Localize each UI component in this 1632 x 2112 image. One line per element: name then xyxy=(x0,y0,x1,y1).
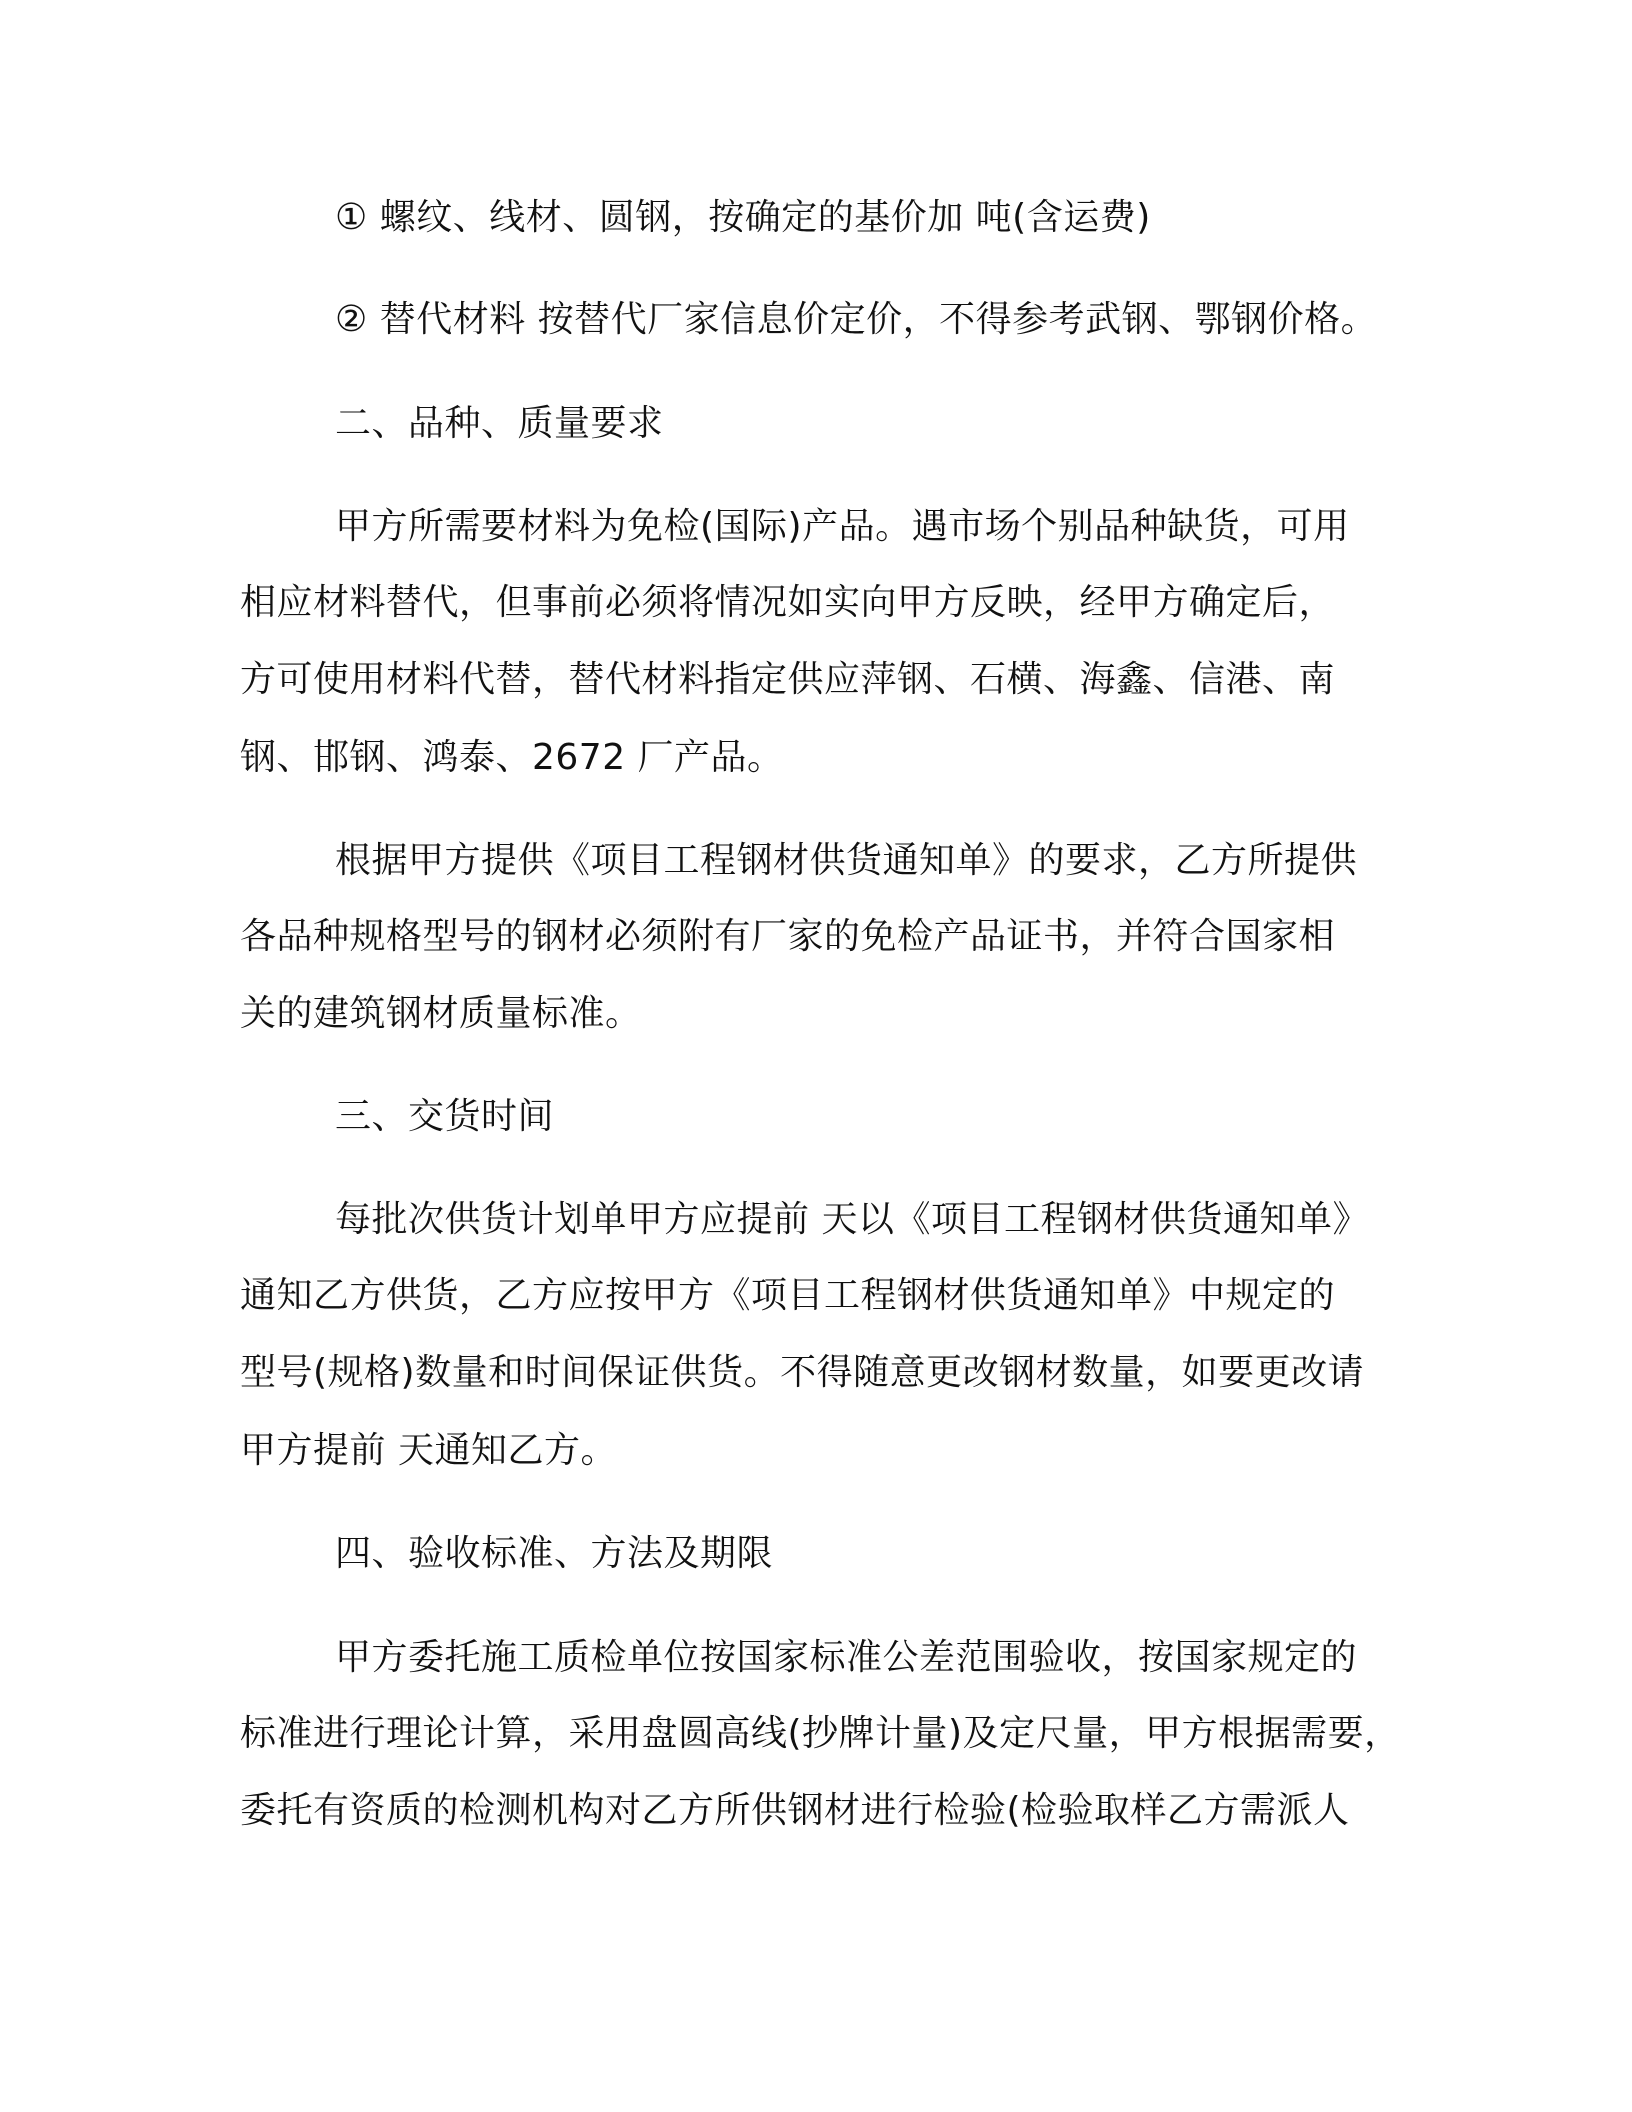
paragraph-line: 每批次供货计划单甲方应提前 天以《项目工程钢材供货通知单》 xyxy=(335,1199,1369,1240)
paragraph-line: 甲方委托施工质检单位按国家标准公差范围验收，按国家规定的 xyxy=(335,1637,1358,1678)
list-item-2: ② 替代材料 按替代厂家信息价定价，不得参考武钢、鄂钢价格。 xyxy=(335,299,1378,340)
section-heading-4: 四、验收标准、方法及期限 xyxy=(335,1533,774,1574)
paragraph-line: 钢、邯钢、鸿泰、2672 厂产品。 xyxy=(240,737,784,778)
paragraph-line: 通知乙方供货，乙方应按甲方《项目工程钢材供货通知单》中规定的 xyxy=(240,1275,1336,1316)
paragraph-line: 各品种规格型号的钢材必须附有厂家的免检产品证书，并符合国家相 xyxy=(240,916,1336,957)
paragraph-line: 根据甲方提供《项目工程钢材供货通知单》的要求，乙方所提供 xyxy=(335,840,1358,881)
section-heading-3: 三、交货时间 xyxy=(335,1096,555,1137)
paragraph-line: 相应材料替代，但事前必须将情况如实向甲方反映，经甲方确定后， xyxy=(240,582,1336,623)
paragraph-line: 甲方提前 天通知乙方。 xyxy=(240,1430,617,1471)
list-item-1: ① 螺纹、线材、圆钢，按确定的基价加 吨(含运费) xyxy=(335,197,1151,238)
paragraph-line: 甲方所需要材料为免检(国际)产品。遇市场个别品种缺货，可用 xyxy=(335,506,1350,547)
paragraph-line: 型号(规格)数量和时间保证供货。不得随意更改钢材数量，如要更改请 xyxy=(240,1352,1365,1393)
paragraph-line: 关的建筑钢材质量标准。 xyxy=(240,993,642,1034)
paragraph-line: 标准进行理论计算，采用盘圆高线(抄牌计量)及定尺量，甲方根据需要， xyxy=(240,1713,1401,1754)
section-heading-2: 二、品种、质量要求 xyxy=(335,403,664,444)
paragraph-line: 方可使用材料代替，替代材料指定供应萍钢、石横、海鑫、信港、南 xyxy=(240,659,1336,700)
paragraph-line: 委托有资质的检测机构对乙方所供钢材进行检验(检验取样乙方需派人 xyxy=(240,1790,1350,1831)
